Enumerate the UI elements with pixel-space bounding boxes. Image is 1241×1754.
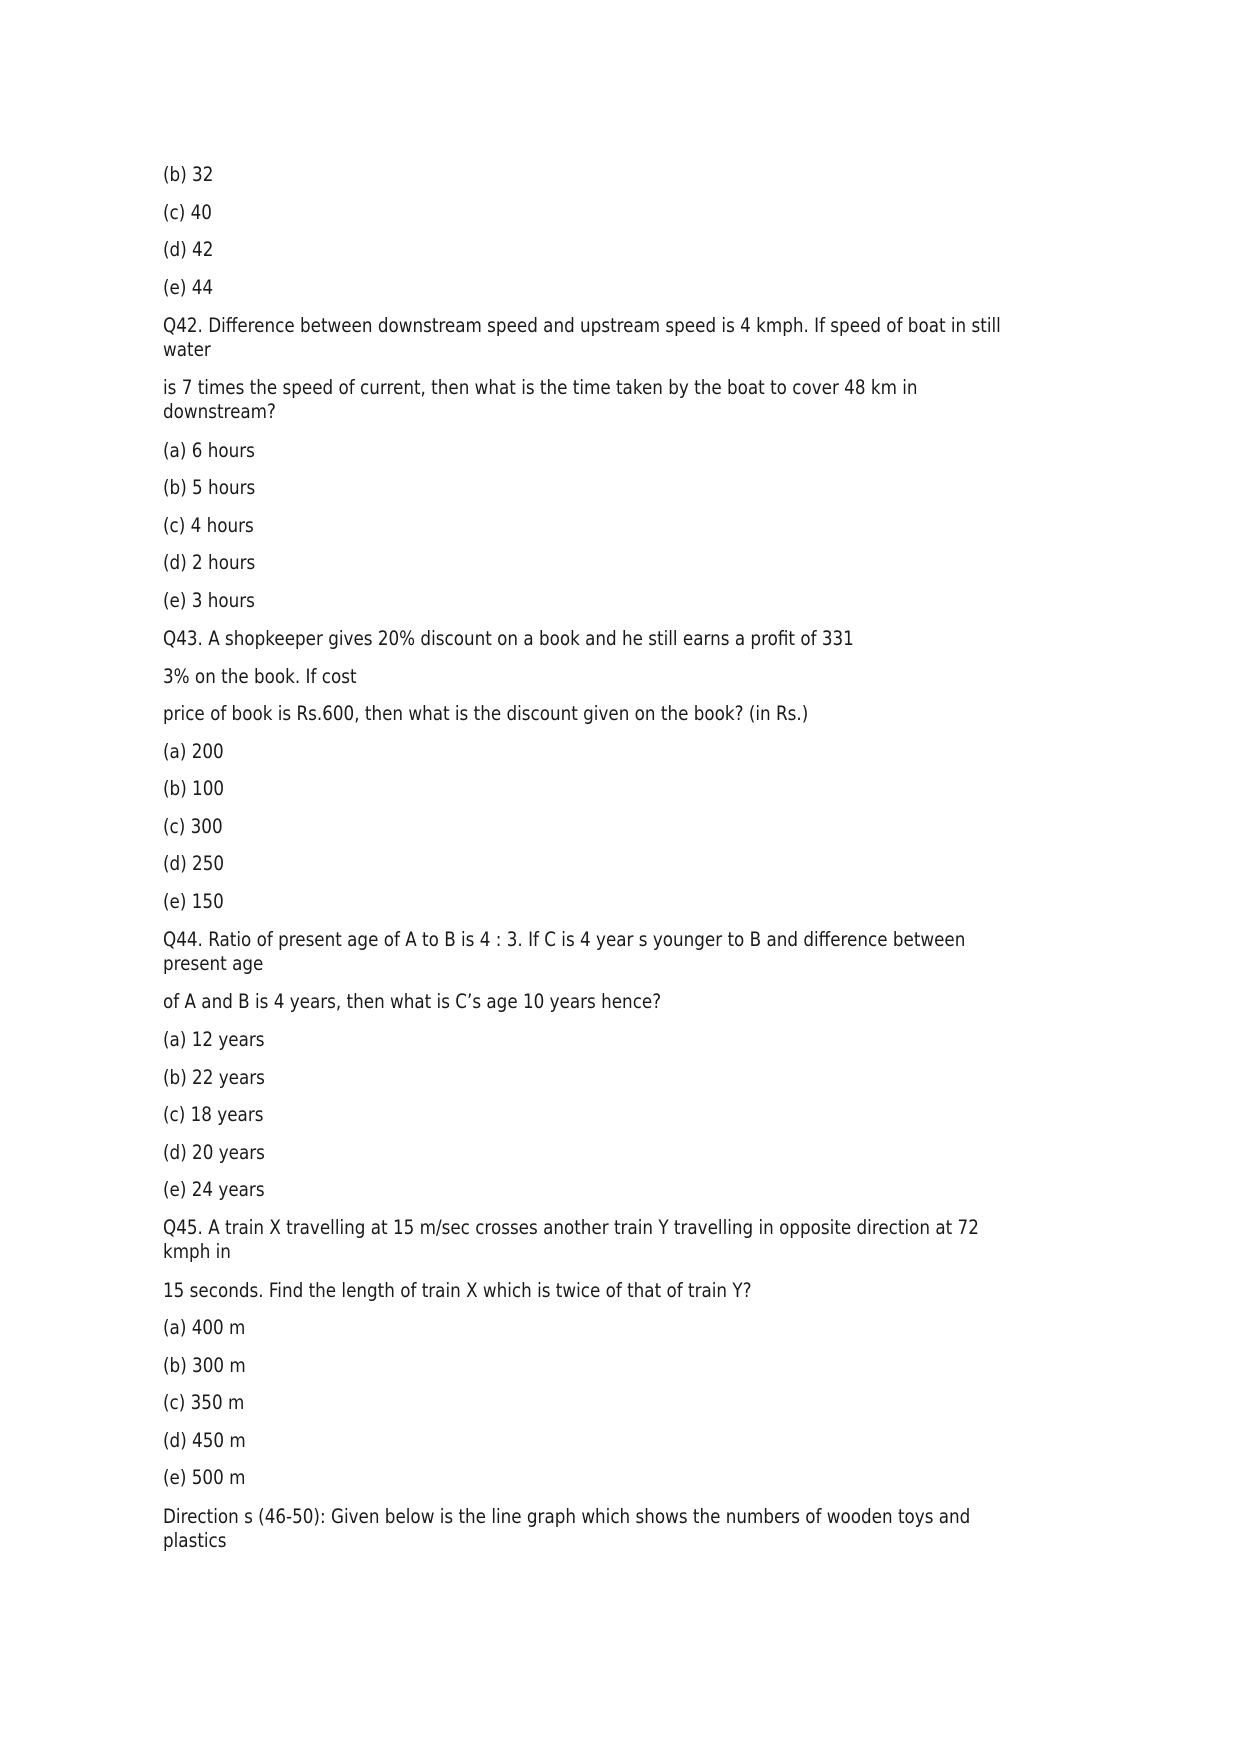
question-q42-line3: is 7 times the speed of current, then what is the time taken by the boat to cover 48 km in bbox=[163, 376, 918, 399]
option-q42-e: (e) 3 hours bbox=[163, 589, 255, 612]
option-q44-a: (a) 12 years bbox=[163, 1028, 265, 1051]
option-q41-e: (e) 44 bbox=[163, 276, 214, 299]
question-q44-line3: of A and B is 4 years, then what is C’s age 10 years hence? bbox=[163, 990, 662, 1013]
option-q43-d: (d) 250 bbox=[163, 852, 225, 875]
option-q41-b: (b) 32 bbox=[163, 163, 214, 186]
option-q41-c: (c) 40 bbox=[163, 201, 212, 224]
question-q43-line1: Q43. A shopkeeper gives 20% discount on a book and he still earns a profit of 331 bbox=[163, 627, 854, 650]
option-q42-d: (d) 2 hours bbox=[163, 551, 256, 574]
option-q45-a: (a) 400 m bbox=[163, 1316, 246, 1339]
question-q42-line2: water bbox=[163, 338, 211, 361]
option-q45-b: (b) 300 m bbox=[163, 1354, 246, 1377]
option-q42-a: (a) 6 hours bbox=[163, 439, 255, 462]
option-q43-e: (e) 150 bbox=[163, 890, 224, 913]
directions-46-50-line1: Direction s (46-50): Given below is the line graph which shows the numbers of wooden toys and bbox=[163, 1505, 971, 1528]
question-q42-line4: downstream? bbox=[163, 400, 276, 423]
option-q44-c: (c) 18 years bbox=[163, 1103, 264, 1126]
option-q45-e: (e) 500 m bbox=[163, 1466, 246, 1489]
option-q43-c: (c) 300 bbox=[163, 815, 223, 838]
question-q42-line1: Q42. Difference between downstream speed and upstream speed is 4 kmph. If speed of boat in still bbox=[163, 314, 1001, 337]
option-q44-e: (e) 24 years bbox=[163, 1178, 265, 1201]
option-q42-c: (c) 4 hours bbox=[163, 514, 254, 537]
question-q43-line3: price of book is Rs.600, then what is the discount given on the book? (in Rs.) bbox=[163, 702, 809, 725]
question-q43-line2: 3% on the book. If cost bbox=[163, 665, 357, 688]
option-q42-b: (b) 5 hours bbox=[163, 476, 256, 499]
question-q44-line1: Q44. Ratio of present age of A to B is 4 : 3. If C is 4 year s younger to B and difference between bbox=[163, 928, 966, 951]
option-q41-d: (d) 42 bbox=[163, 238, 214, 261]
option-q44-b: (b) 22 years bbox=[163, 1066, 265, 1089]
directions-46-50-line2: plastics bbox=[163, 1529, 227, 1552]
option-q44-d: (d) 20 years bbox=[163, 1141, 265, 1164]
option-q45-d: (d) 450 m bbox=[163, 1429, 246, 1452]
question-q45-line1: Q45. A train X travelling at 15 m/sec crosses another train Y travelling in opposite direction at 72 bbox=[163, 1216, 979, 1239]
option-q45-c: (c) 350 m bbox=[163, 1391, 245, 1414]
option-q43-b: (b) 100 bbox=[163, 777, 225, 800]
question-q45-line3: 15 seconds. Find the length of train X which is twice of that of train Y? bbox=[163, 1279, 752, 1302]
question-q45-line2: kmph in bbox=[163, 1240, 231, 1263]
question-q44-line2: present age bbox=[163, 952, 264, 975]
option-q43-a: (a) 200 bbox=[163, 740, 224, 763]
